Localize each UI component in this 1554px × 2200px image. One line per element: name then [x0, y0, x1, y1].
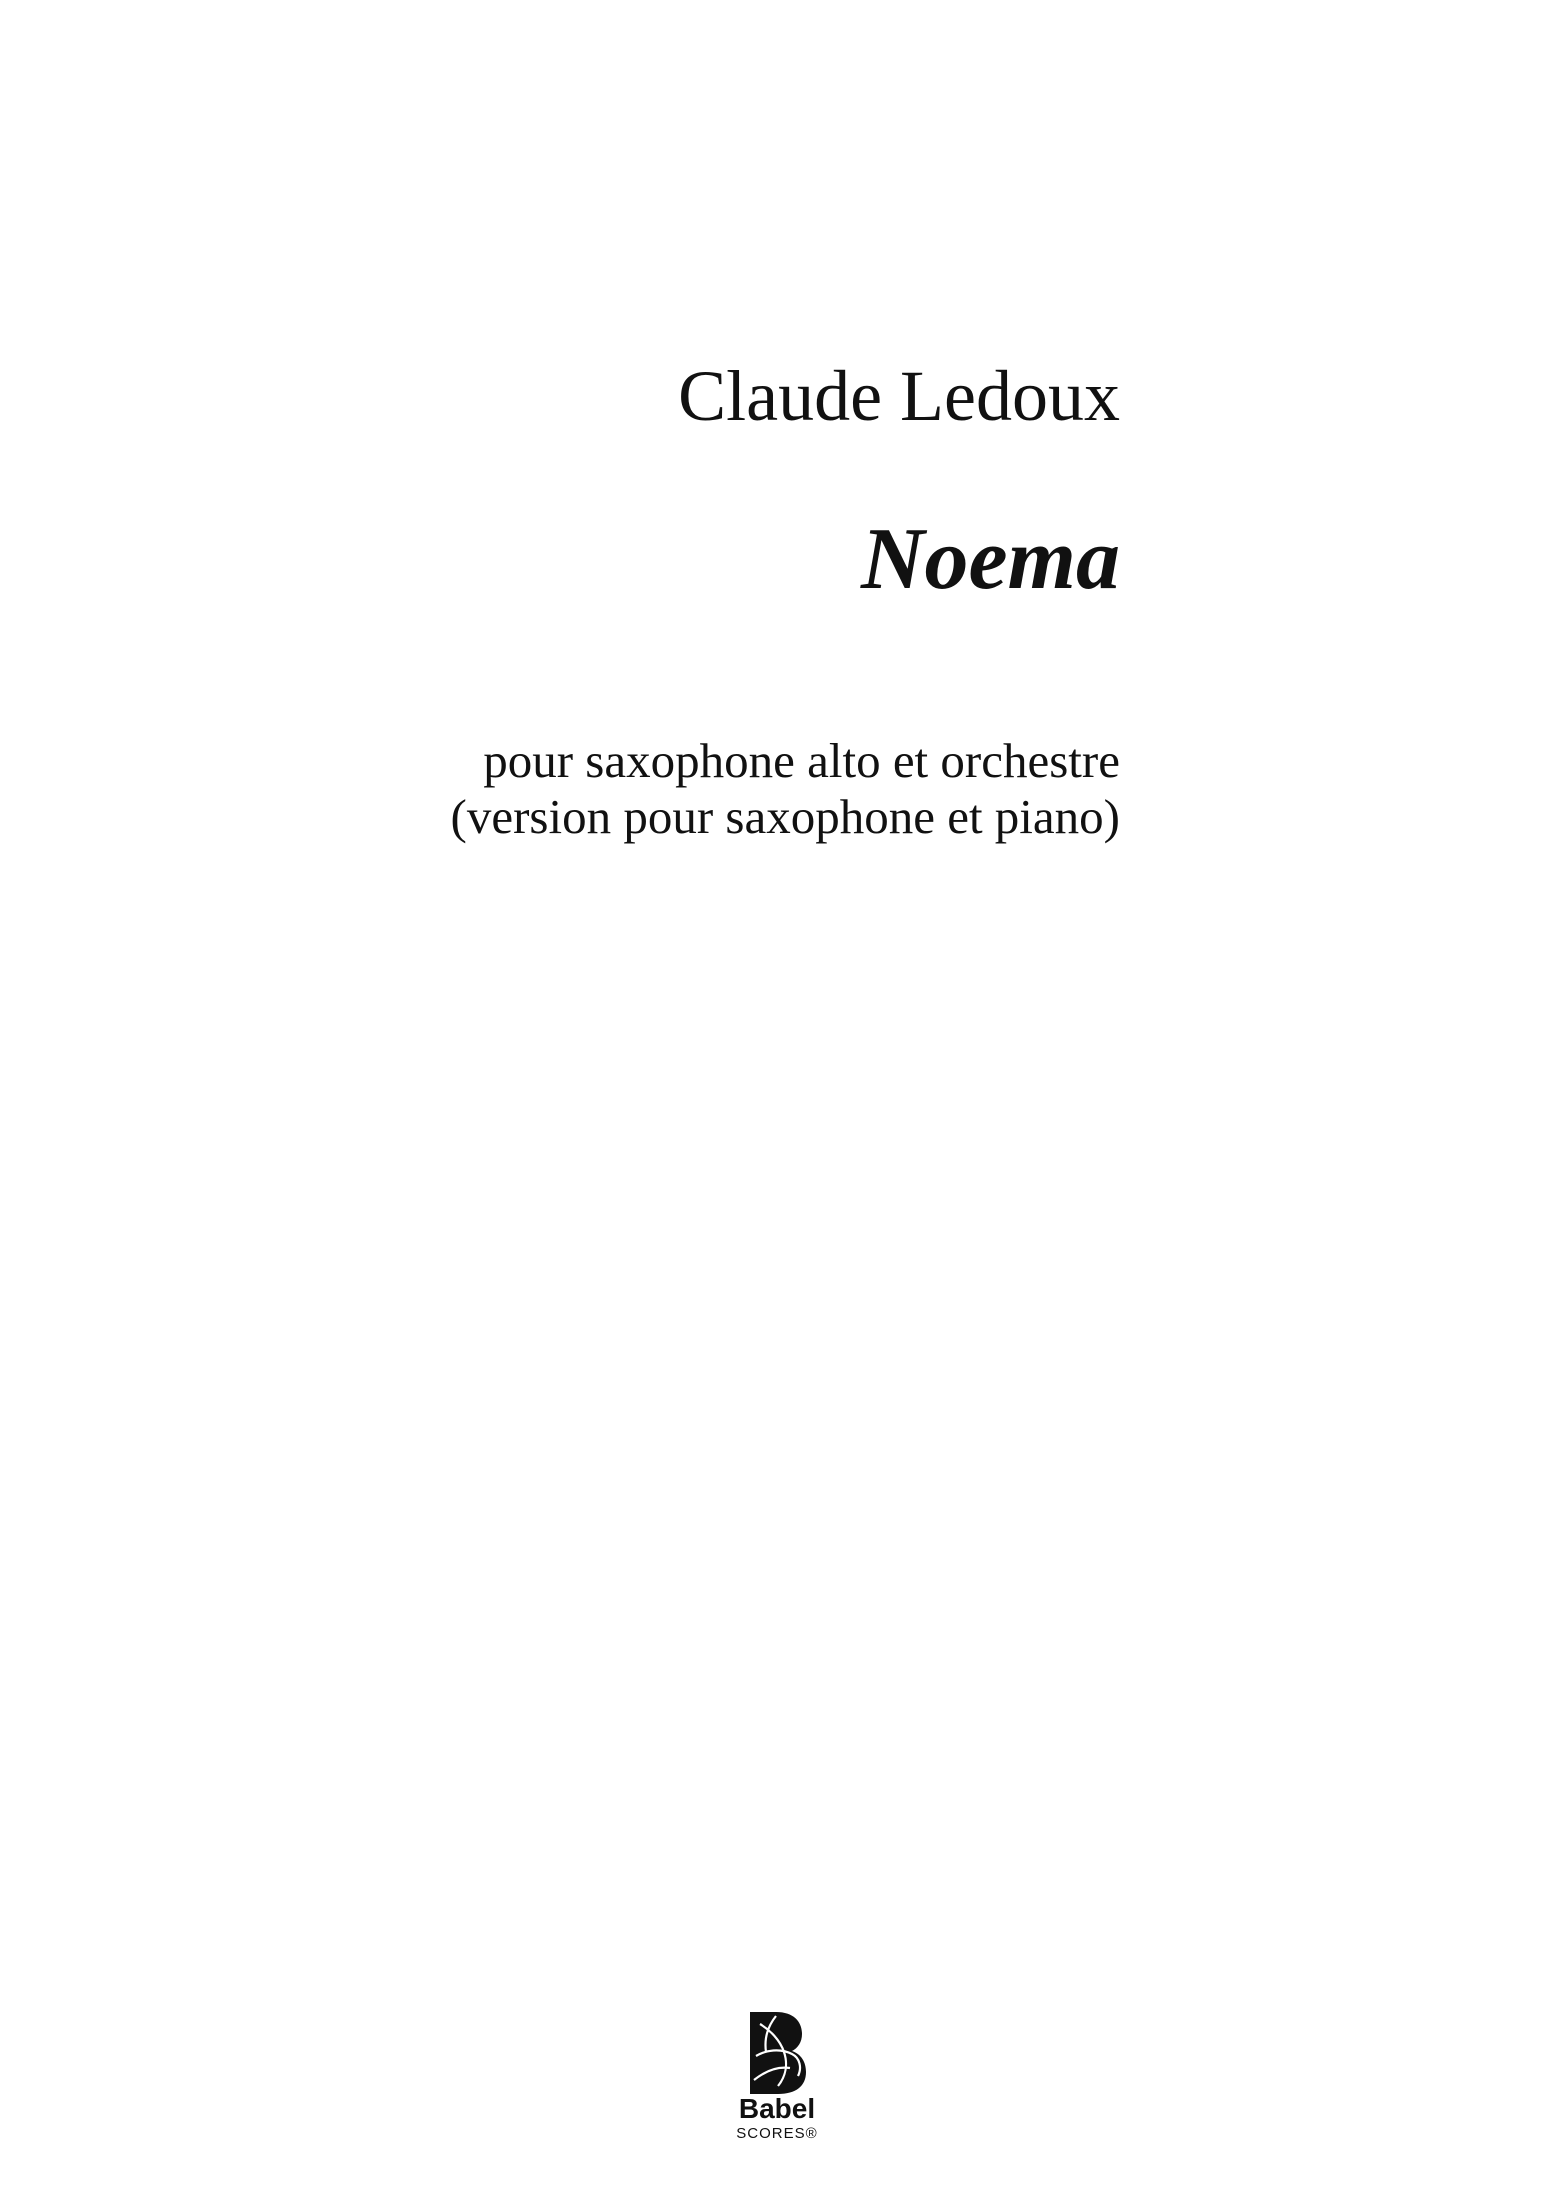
subtitle-line-2: (version pour saxophone et piano) — [450, 789, 1120, 844]
publisher-logo — [722, 2010, 832, 2160]
composer-name: Claude Ledoux — [678, 356, 1120, 436]
logo-subtext: SCORES® — [736, 2125, 818, 2142]
logo-wordmark: Babel — [738, 2093, 816, 2124]
babel-scores-logo-icon — [746, 2010, 808, 2096]
instrumentation-subtitle — [451, 733, 1121, 845]
subtitle-line-1: pour saxophone alto et orchestre — [483, 733, 1120, 788]
work-title: Noema — [860, 511, 1120, 608]
